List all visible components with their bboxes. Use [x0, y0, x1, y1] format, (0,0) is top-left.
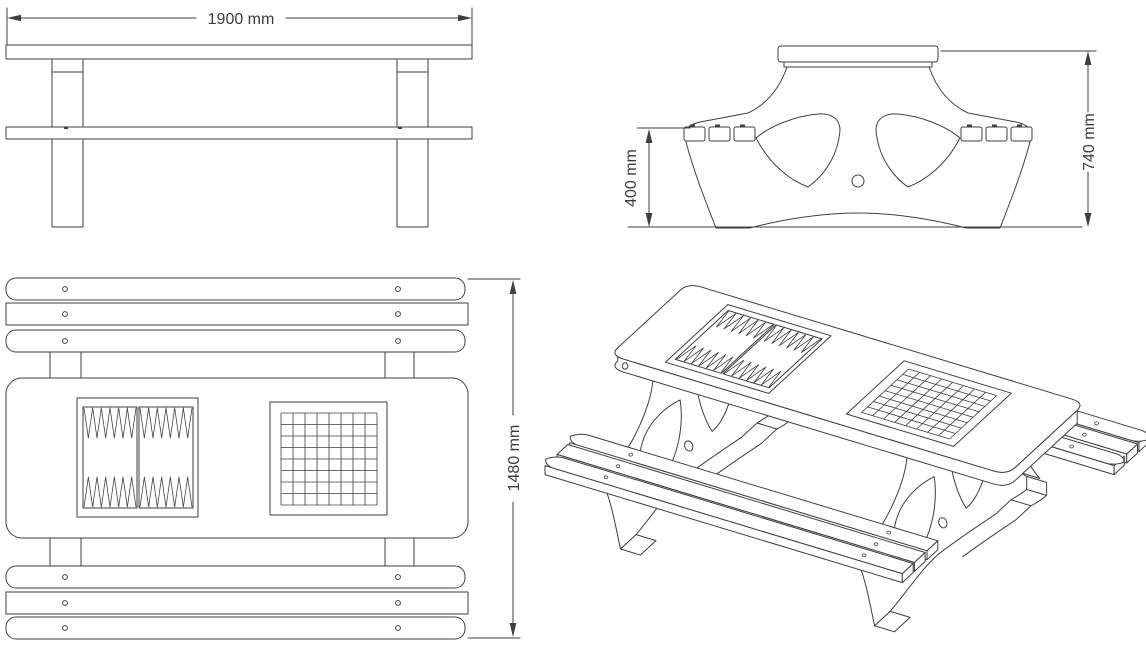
arrowhead-down: [510, 623, 517, 637]
dimension-label-length: 1480 mm: [506, 424, 523, 492]
leg-profile: [686, 67, 1030, 228]
arrowhead-up: [1085, 51, 1092, 65]
bench-slat: [684, 127, 705, 141]
table-top: [6, 378, 468, 538]
bench-slat-top: [546, 457, 914, 574]
bench-slat: [6, 330, 465, 352]
bench-slat: [1011, 127, 1032, 141]
plan-view: [6, 278, 523, 639]
front-elevation-view: [6, 8, 472, 227]
bench-bottom: [6, 566, 468, 639]
table-leg-left: [52, 59, 83, 227]
bench-slat: [986, 127, 1007, 141]
table-top-lip: [784, 62, 932, 67]
arrowhead-down: [646, 213, 653, 227]
bench-slat: [6, 592, 468, 614]
arrowhead-left: [7, 15, 21, 21]
bench-slat: [6, 617, 465, 639]
bench-top: [6, 278, 468, 352]
bench-slat: [961, 127, 982, 141]
isometric-view: [545, 286, 1146, 632]
screw-mark: [398, 127, 402, 130]
bench-slat: [6, 278, 465, 300]
screw-mark: [64, 127, 68, 130]
dimension-label-seat-height: 400 mm: [623, 149, 640, 207]
dimension-label-width: 1900 mm: [207, 11, 275, 28]
arrowhead-up: [510, 280, 517, 294]
side-elevation-view: [623, 46, 1098, 228]
table-leg-right: [397, 59, 428, 227]
arrowhead-right: [458, 15, 472, 21]
bench-slat: [6, 303, 468, 325]
dimension-seat-height: [623, 128, 690, 227]
arrowhead-up: [646, 129, 653, 143]
dimension-length: [468, 279, 523, 638]
dimension-label-table-height: 740 mm: [1081, 113, 1098, 171]
bench-slat: [734, 127, 755, 141]
bench-seat-edge: [6, 127, 472, 139]
bench-slat: [6, 566, 465, 588]
arrowhead-down: [1085, 213, 1092, 227]
table-top: [6, 45, 472, 59]
bench-slat: [709, 127, 730, 141]
table-top: [778, 46, 938, 62]
dimension-width: [7, 8, 472, 44]
